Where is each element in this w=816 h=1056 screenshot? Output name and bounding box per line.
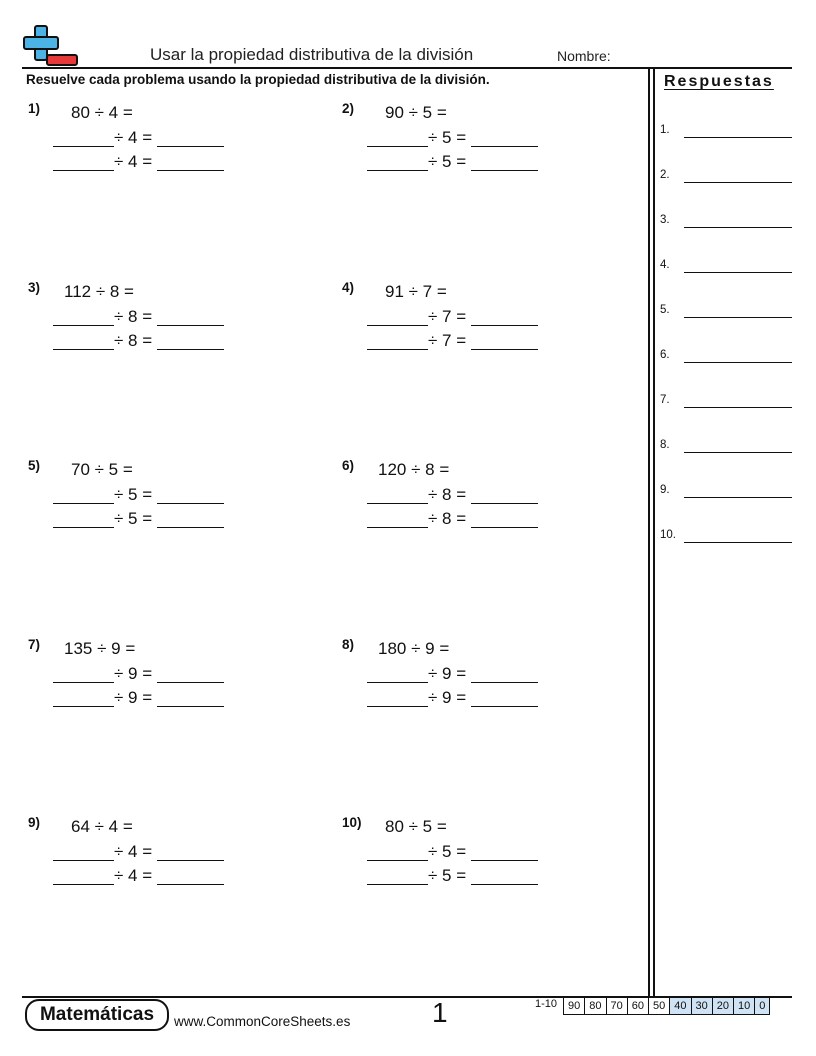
blank-line[interactable] (471, 325, 538, 326)
name-label: Nombre: (557, 48, 611, 64)
problem (28, 101, 328, 191)
answer-blank[interactable] (684, 452, 792, 453)
divisor-label: ÷ 4 = (114, 842, 153, 861)
problem-expression: 70 ÷ 5 = (71, 460, 133, 479)
blank-line[interactable] (53, 527, 114, 528)
site-url[interactable]: www.CommonCoreSheets.es (174, 1014, 351, 1029)
score-table (564, 997, 770, 1015)
blank-line[interactable] (53, 503, 114, 504)
score-cell: 40 (669, 997, 691, 1015)
blank-line[interactable] (53, 349, 114, 350)
blank-line[interactable] (367, 682, 428, 683)
answer-number: 4. (660, 259, 670, 271)
answer-blank[interactable] (684, 542, 792, 543)
divisor-label: ÷ 5 = (428, 128, 467, 147)
blank-line[interactable] (367, 349, 428, 350)
problem (342, 280, 642, 370)
blank-line[interactable] (367, 527, 428, 528)
blank-line[interactable] (471, 682, 538, 683)
problem-expression: 80 ÷ 5 = (385, 817, 447, 836)
score-cell: 60 (627, 997, 649, 1015)
answer-row (660, 124, 792, 144)
answer-number: 2. (660, 169, 670, 181)
problem-number: 7) (28, 636, 41, 652)
blank-line[interactable] (53, 860, 114, 861)
score-cell: 30 (691, 997, 713, 1015)
divisor-label: ÷ 8 = (114, 330, 153, 350)
divisor-label: ÷ 5 = (428, 842, 467, 861)
score-cell: 0 (754, 997, 770, 1015)
problem-expression: 112 ÷ 8 = (64, 281, 134, 301)
answer-row (660, 394, 792, 414)
blank-line[interactable] (53, 325, 114, 326)
problem-number: 6) (342, 458, 355, 473)
divisor-label: ÷ 8 = (428, 509, 467, 528)
answer-blank[interactable] (684, 137, 792, 138)
blank-line[interactable] (157, 706, 224, 707)
blank-line[interactable] (471, 860, 538, 861)
divisor-label: ÷ 5 = (114, 509, 153, 528)
answer-number: 7. (660, 394, 670, 406)
divisor-label: ÷ 9 = (428, 687, 467, 707)
answer-row (660, 304, 792, 324)
answer-number: 10. (660, 529, 676, 541)
score-cell: 50 (648, 997, 670, 1015)
problem-expression: 80 ÷ 4 = (71, 103, 133, 122)
score-cell: 10 (733, 997, 755, 1015)
blank-line[interactable] (367, 860, 428, 861)
divisor-label: ÷ 4 = (114, 152, 153, 171)
answer-number: 8. (660, 439, 670, 451)
problem-number: 10) (342, 815, 362, 830)
blank-line[interactable] (471, 349, 538, 350)
blank-line[interactable] (471, 170, 538, 171)
blank-line[interactable] (471, 527, 538, 528)
problem (342, 815, 642, 905)
answer-row (660, 529, 792, 549)
problem-expression: 90 ÷ 5 = (385, 103, 447, 122)
blank-line[interactable] (157, 884, 224, 885)
top-divider (22, 67, 792, 69)
divisor-label: ÷ 5 = (428, 152, 467, 171)
problem-number: 3) (28, 279, 41, 295)
answer-row (660, 349, 792, 369)
problem (342, 458, 642, 548)
blank-line[interactable] (157, 860, 224, 861)
problem (28, 458, 328, 548)
divisor-label: ÷ 5 = (428, 866, 467, 885)
blank-line[interactable] (157, 527, 224, 528)
problem-number: 2) (342, 101, 355, 116)
problem-number: 1) (28, 101, 41, 116)
blank-line[interactable] (53, 706, 114, 707)
problem (28, 280, 328, 370)
blank-line[interactable] (53, 682, 114, 683)
score-cell: 70 (606, 997, 628, 1015)
answer-blank[interactable] (684, 497, 792, 498)
answer-number: 6. (660, 349, 670, 361)
column-divider (648, 67, 650, 997)
answer-blank[interactable] (684, 362, 792, 363)
blank-line[interactable] (367, 884, 428, 885)
page-title: Usar la propiedad distributiva de la división (150, 45, 474, 64)
blank-line[interactable] (157, 503, 224, 504)
divisor-label: ÷ 4 = (114, 128, 153, 147)
blank-line[interactable] (367, 706, 428, 707)
answer-number: 9. (660, 484, 670, 496)
problem-number: 8) (342, 636, 355, 652)
answer-blank[interactable] (684, 182, 792, 183)
blank-line[interactable] (157, 170, 224, 171)
blank-line[interactable] (53, 884, 114, 885)
blank-line[interactable] (367, 146, 428, 147)
blank-line[interactable] (471, 503, 538, 504)
problem (342, 637, 642, 727)
problem-expression: 120 ÷ 8 = (378, 460, 450, 479)
answer-blank[interactable] (684, 227, 792, 228)
answers-title: Respuestas (664, 73, 774, 90)
divisor-label: ÷ 9 = (428, 663, 467, 683)
page-number: 1 (432, 997, 448, 1028)
blank-line[interactable] (53, 146, 114, 147)
problem-expression: 180 ÷ 9 = (378, 638, 450, 658)
blank-line[interactable] (157, 349, 224, 350)
blank-line[interactable] (53, 170, 114, 171)
divisor-label: ÷ 9 = (114, 663, 153, 683)
answer-row (660, 439, 792, 459)
divisor-label: ÷ 8 = (428, 485, 467, 504)
score-range-label: 1-10 (535, 998, 558, 1010)
blank-line[interactable] (471, 706, 538, 707)
answer-number: 1. (660, 124, 670, 136)
answer-blank[interactable] (684, 407, 792, 408)
answer-row (660, 169, 792, 189)
blank-line[interactable] (157, 682, 224, 683)
answer-blank[interactable] (684, 272, 792, 273)
blank-line[interactable] (157, 325, 224, 326)
answer-number: 5. (660, 304, 670, 316)
answer-number: 3. (660, 214, 670, 226)
divisor-label: ÷ 8 = (114, 306, 153, 326)
blank-line[interactable] (367, 503, 428, 504)
answer-blank[interactable] (684, 317, 792, 318)
divisor-label: ÷ 5 = (114, 485, 153, 504)
blank-line[interactable] (157, 146, 224, 147)
score-cell: 80 (584, 997, 606, 1015)
column-divider (653, 67, 655, 997)
problem-number: 4) (342, 279, 355, 295)
problem-expression: 135 ÷ 9 = (64, 638, 136, 658)
problem-number: 9) (28, 815, 41, 830)
blank-line[interactable] (367, 325, 428, 326)
score-cell: 20 (712, 997, 734, 1015)
answer-row (660, 214, 792, 234)
problem (342, 101, 642, 191)
divisor-label: ÷ 9 = (114, 687, 153, 707)
problem-expression: 64 ÷ 4 = (71, 817, 133, 836)
problem-number: 5) (28, 458, 41, 473)
blank-line[interactable] (471, 884, 538, 885)
divisor-label: ÷ 4 = (114, 866, 153, 885)
divisor-label: ÷ 7 = (428, 306, 467, 326)
answer-row (660, 259, 792, 279)
logo-plus-minus-icon (22, 24, 80, 68)
score-cell: 90 (563, 997, 585, 1015)
blank-line[interactable] (471, 146, 538, 147)
brand-badge: Matemáticas (25, 999, 169, 1031)
problem (28, 637, 328, 727)
instructions: Resuelve cada problema usando la propiedad distributiva de la división. (26, 72, 490, 87)
problem (28, 815, 328, 905)
problem-expression: 91 ÷ 7 = (385, 281, 447, 301)
divisor-label: ÷ 7 = (428, 330, 467, 350)
blank-line[interactable] (367, 170, 428, 171)
answer-row (660, 484, 792, 504)
